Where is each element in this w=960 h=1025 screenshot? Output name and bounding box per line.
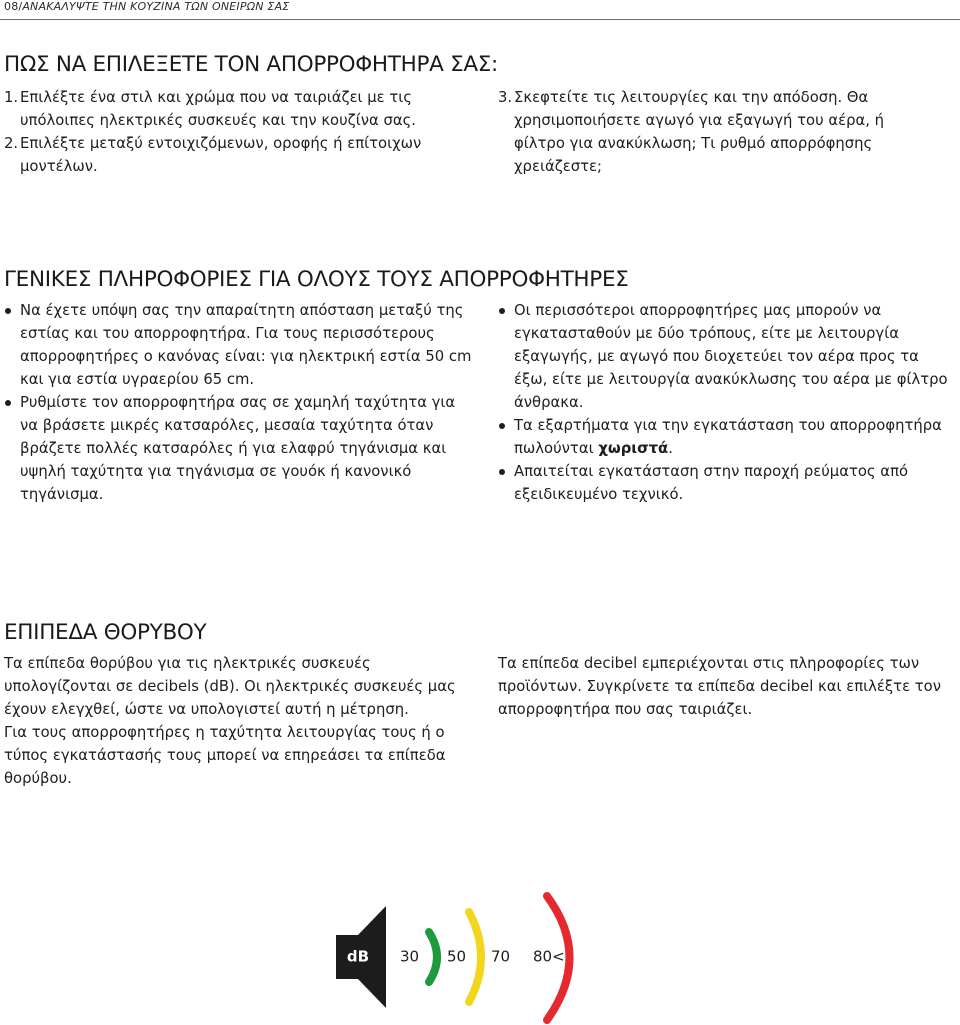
db-level-80-plus: 80< [533, 947, 565, 966]
noise-left-column [4, 652, 464, 790]
choose-step [4, 132, 474, 178]
general-bullet: Απαιτείται εγκατάσταση στην παροχή ρεύματος από εξειδικευμένο τεχνικό. [498, 460, 956, 506]
db-level-50: 50 [447, 947, 467, 966]
general-right-column [498, 299, 956, 506]
header-divider [0, 19, 960, 20]
decibel-scale-graphic [330, 890, 590, 1025]
step-text: Επιλέξτε ένα στιλ και χρώμα που να ταιριάζει με τις υπόλοιπες ηλεκτρικές συσκευές και την κουζίνα σας. [20, 89, 416, 129]
noise-paragraph: Τα επίπεδα decibel εμπεριέχονται στις πληροφορίες των προϊόντων. Συγκρίνετε τα επίπεδα decibel και επιλέξτε τον απορροφητήρα που σας ταιριάζει. [498, 655, 942, 718]
db-level-70: 70 [491, 947, 511, 966]
general-bullet: Ρυθμίστε τον απορροφητήρα σας σε χαμηλή ταχύτητα για να βράσετε μικρές κατσαρόλες, μεσαία ταχύτητα όταν βράζετε πολλές κατσαρόλες ή για ελαφρύ τηγάνισμα και υψηλή ταχύτητα για τηγάνισμα σε γουόκ ή κανονικό τηγάνισμα. [4, 391, 472, 506]
choose-step [498, 86, 918, 178]
step-number: 1. [4, 89, 19, 106]
choose-right-column [498, 86, 918, 178]
bullet-text: Τα εξαρτήματα για την εγκατάσταση του απορροφητήρα πωλούνται [514, 417, 942, 457]
noise-right-column [498, 652, 960, 721]
step-text: Σκεφτείτε τις λειτουργίες και την απόδοση. Θα χρησιμοποιήσετε αγωγό για εξαγωγή του αέρα, ή φίλτρο για ανακύκλωση; Τι ρυθμό απορρόφησης χρειάζεστε; [514, 89, 885, 175]
step-number: 3. [498, 89, 513, 106]
db-level-30: 30 [400, 947, 420, 966]
choose-heading: ΠΩΣ ΝΑ ΕΠΙΛΕΞΕΤΕ ΤΟΝ ΑΠΟΡΡΟΦΗΤΗΡΑ ΣΑΣ: [4, 52, 498, 77]
general-left-column [4, 299, 472, 506]
step-number: 2. [4, 135, 19, 152]
sound-wave-low [429, 932, 437, 982]
noise-paragraph: Για τους απορροφητήρες η ταχύτητα λειτουργίας τους ή ο τύπος εγκατάστασής τους μπορεί να επηρεάσει τα επίπεδα θορύβου. [4, 724, 446, 787]
noise-paragraph: Τα επίπεδα θορύβου για τις ηλεκτρικές συσκευές υπολογίζονται σε decibels (dB). Οι ηλεκτρικές συσκευές μας έχουν ελεγχθεί, ώστε να υπολογιστεί αυτή η μέτρηση. [4, 655, 456, 718]
step-text: Επιλέξτε μεταξύ εντοιχιζόμενων, οροφής ή επίτοιχων μοντέλων. [20, 135, 422, 175]
bullet-text: . [668, 440, 673, 457]
general-bullet: Να έχετε υπόψη σας την απαραίτητη απόσταση μεταξύ της εστίας και του απορροφητήρα. Για τους περισσότερους απορροφητήρες ο κανόνας είναι: για ηλεκτρική εστία 50 cm και για εστία υγραερίου 65 cm. [4, 299, 472, 391]
header-title: ΑΝΑΚΑΛΥΨΤΕ ΤΗΝ ΚΟΥΖΙΝΑ ΤΩΝ ΟΝΕΙΡΩΝ ΣΑΣ [22, 0, 290, 13]
noise-heading: ΕΠΙΠΕΔΑ ΘΟΡΥΒΟΥ [4, 620, 207, 645]
sound-wave-medium [469, 912, 481, 1002]
choose-left-column [4, 86, 474, 178]
general-heading: ΓΕΝΙΚΕΣ ΠΛΗΡΟΦΟΡΙΕΣ ΓΙΑ ΟΛΟΥΣ ΤΟΥΣ ΑΠΟΡΡΟΦΗΤΗΡΕΣ [4, 267, 629, 292]
bullet-emphasis: χωριστά [598, 440, 669, 457]
db-unit-label: dB [346, 947, 370, 966]
page-number: 08/ [4, 0, 23, 13]
general-bullet: Οι περισσότεροι απορροφητήρες μας μπορούν να εγκατασταθούν με δύο τρόπους, είτε με λειτουργία εξαγωγής, με αγωγό που διοχετεύει τον αέρα προς τα έξω, είτε με λειτουργία ανακύκλωσης του αέρα με φίλτρο άνθρακα. [498, 299, 956, 414]
choose-step [4, 86, 474, 132]
general-bullet [498, 414, 956, 460]
page-header [4, 0, 289, 13]
